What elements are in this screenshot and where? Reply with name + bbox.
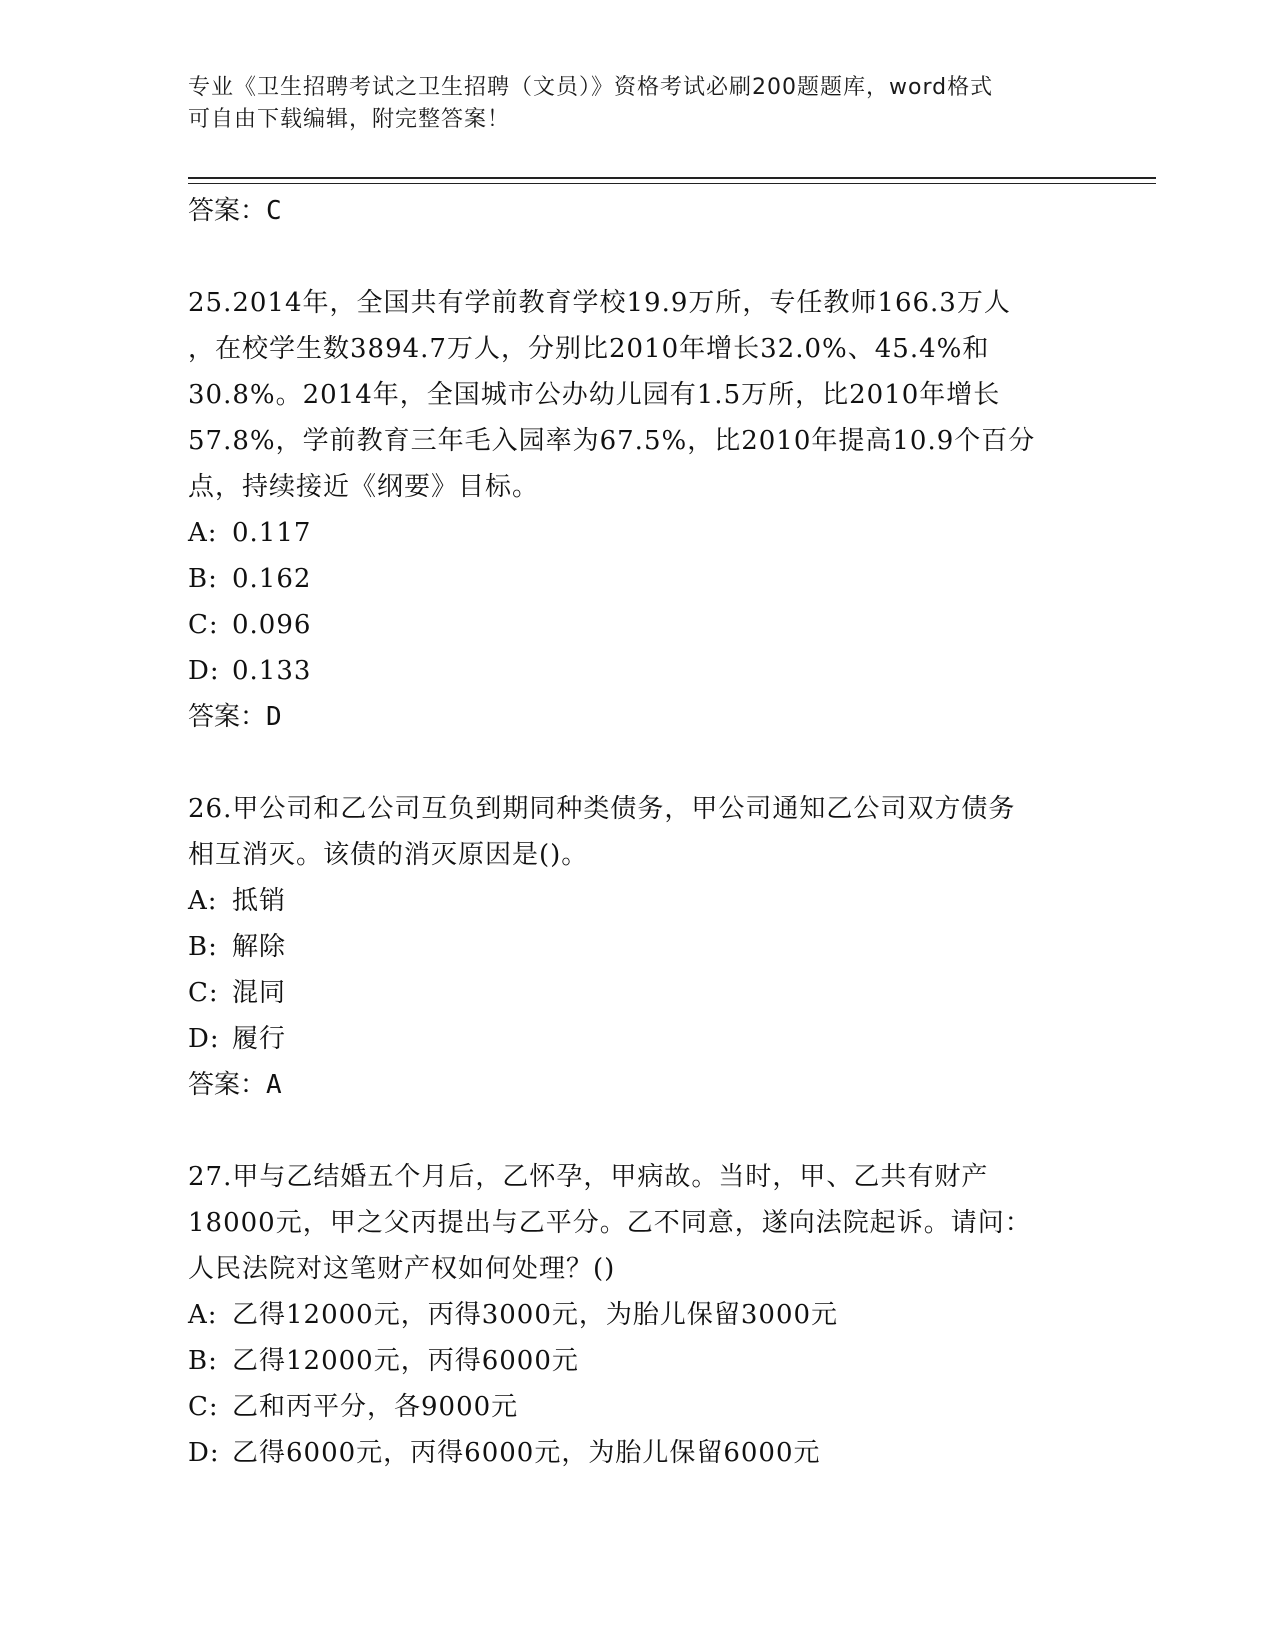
option-letter: A: bbox=[188, 1300, 218, 1330]
option-text: 乙得6000元，丙得6000元，为胎儿保留6000元 bbox=[232, 1438, 821, 1468]
header-title-line-1: 专业《卫生招聘考试之卫生招聘（文员）》资格考试必刷200题题库，word格式 bbox=[188, 75, 994, 100]
option-d bbox=[188, 1016, 1088, 1062]
option-letter: C: bbox=[188, 610, 219, 640]
answer-value: A bbox=[266, 1070, 282, 1100]
answer-line bbox=[188, 188, 1088, 234]
option-d bbox=[188, 648, 1088, 694]
option-text: 抵销 bbox=[232, 886, 287, 916]
header-rule-thin bbox=[188, 183, 1156, 184]
option-letter: C: bbox=[188, 978, 219, 1008]
question-text-line: 人民法院对这笔财产权如何处理？() bbox=[188, 1254, 616, 1284]
question-text-line: 26.甲公司和乙公司互负到期同种类债务，甲公司通知乙公司双方债务 bbox=[188, 794, 1016, 824]
answer-value: D bbox=[266, 702, 282, 732]
option-letter: A: bbox=[188, 886, 218, 916]
option-c bbox=[188, 1384, 1088, 1430]
answer-line bbox=[188, 694, 1088, 740]
option-text: 履行 bbox=[232, 1024, 287, 1054]
option-letter: A: bbox=[188, 518, 218, 548]
option-letter: B: bbox=[188, 564, 218, 594]
option-text: 0.162 bbox=[232, 564, 312, 594]
question-text-line: ，在校学生数3894.7万人，分别比2010年增长32.0%、45.4%和 bbox=[188, 334, 990, 364]
question-text-line: 27.甲与乙结婚五个月后，乙怀孕，甲病故。当时，甲、乙共有财产 bbox=[188, 1162, 989, 1192]
question-text-line: 18000元，甲之父丙提出与乙平分。乙不同意，遂向法院起诉。请问： bbox=[188, 1208, 1032, 1238]
option-text: 乙得12000元，丙得3000元，为胎儿保留3000元 bbox=[232, 1300, 839, 1330]
question-list bbox=[188, 188, 1088, 1476]
option-b bbox=[188, 1338, 1088, 1384]
option-b bbox=[188, 924, 1088, 970]
answer-line bbox=[188, 1062, 1088, 1108]
option-letter: D: bbox=[188, 1438, 220, 1468]
answer-label: 答案： bbox=[188, 196, 267, 226]
question-26 bbox=[188, 786, 1088, 1108]
question-25 bbox=[188, 280, 1088, 740]
question-text-line: 30.8%。2014年，全国城市公办幼儿园有1.5万所，比2010年增长 bbox=[188, 380, 1001, 410]
option-a bbox=[188, 878, 1088, 924]
option-text: 解除 bbox=[232, 932, 287, 962]
answer-value: C bbox=[266, 196, 282, 226]
option-letter: D: bbox=[188, 656, 220, 686]
option-b bbox=[188, 556, 1088, 602]
answer-label: 答案： bbox=[188, 1070, 267, 1100]
page-header bbox=[188, 72, 1068, 136]
option-c bbox=[188, 602, 1088, 648]
answer-label: 答案： bbox=[188, 702, 267, 732]
option-text: 0.096 bbox=[232, 610, 312, 640]
option-text: 混同 bbox=[232, 978, 287, 1008]
option-a bbox=[188, 1292, 1088, 1338]
question-text-line: 相互消灭。该债的消灭原因是()。 bbox=[188, 840, 589, 870]
option-a bbox=[188, 510, 1088, 556]
option-letter: C: bbox=[188, 1392, 219, 1422]
option-d bbox=[188, 1430, 1088, 1476]
option-text: 乙和丙平分，各9000元 bbox=[232, 1392, 519, 1422]
option-text: 0.117 bbox=[232, 518, 312, 548]
question-text-line: 57.8%，学前教育三年毛入园率为67.5%，比2010年提高10.9个百分 bbox=[188, 426, 1036, 456]
header-rule-thick bbox=[188, 177, 1156, 179]
question-text-line: 点，持续接近《纲要》目标。 bbox=[188, 472, 540, 502]
question-27 bbox=[188, 1154, 1088, 1476]
option-letter: D: bbox=[188, 1024, 220, 1054]
question-text-line: 25.2014年，全国共有学前教育学校19.9万所，专任教师166.3万人 bbox=[188, 288, 1011, 318]
option-letter: B: bbox=[188, 1346, 218, 1376]
header-title-line-2: 可自由下载编辑，附完整答案！ bbox=[188, 107, 511, 132]
option-text: 0.133 bbox=[232, 656, 312, 686]
option-text: 乙得12000元，丙得6000元 bbox=[232, 1346, 579, 1376]
option-letter: B: bbox=[188, 932, 218, 962]
option-c bbox=[188, 970, 1088, 1016]
